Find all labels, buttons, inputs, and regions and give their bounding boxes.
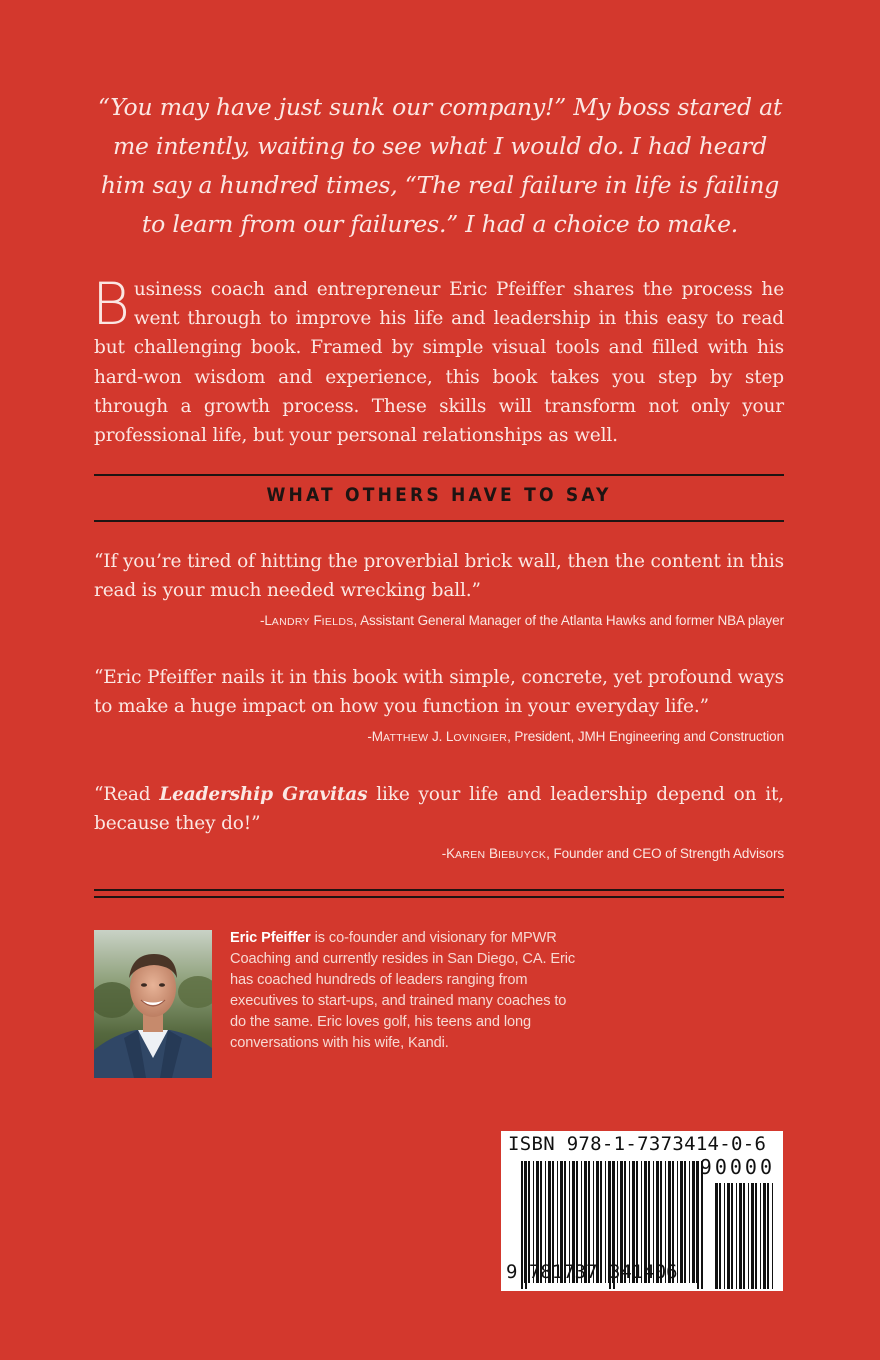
barcode-bar [727,1183,730,1289]
barcode-bar [763,1183,766,1289]
testimonial-attribution: -KAREN BIEBUYCK, Founder and CEO of Strength Advisors [441,846,784,861]
drop-cap: B [92,270,130,338]
barcode-bar [751,1183,754,1289]
isbn-barcode [501,1131,783,1291]
testimonial-quote: “Eric Pfeiffer nails it in this book with simple, concrete, yet profound ways to make a huge impact on how you function in your everyday life.” [94,667,784,717]
testimonial-attribution: -MATTHEW J. LOVINGIER, President, JMH Engineering and Construction [367,729,784,744]
author-rule-top [94,889,784,891]
barcode-bar [680,1161,683,1283]
description-text: usiness coach and entrepreneur Eric Pfeiffer shares the process he went through to improve his life and leadership in this easy to read but challenging book. Framed by simple visual tools and filled with his hard-won wisdom and experience, this book takes you step by step through a growth process. These skills will transform not only your professional life, but your personal relationships as well. [94,279,784,447]
testimonial-quote: “Read Leadership Gravitas like your life and leadership depend on it, because they do!” [94,784,784,834]
author-rule-bottom [94,896,784,898]
isbn-number: ISBN 978-1-7373414-0-6 [508,1133,767,1155]
ean-number: 9 781737 341406 [506,1261,678,1283]
barcode-bar [724,1183,725,1289]
author-name: Eric Pfeiffer [230,930,311,946]
testimonial-3 [94,780,784,861]
barcode-bar [689,1161,690,1283]
testimonial-2 [94,663,784,744]
barcode-bar [739,1183,742,1289]
barcode-bar [692,1161,695,1283]
testimonial-attribution: -LANDRY FIELDS, Assistant General Manager of the Atlanta Hawks and former NBA player [259,613,784,628]
barcode-guard-bar [697,1161,699,1289]
heading-rule-bottom [94,520,784,522]
barcode-bar [743,1183,745,1289]
barcode-bar [731,1183,733,1289]
barcode-bar [736,1183,737,1289]
barcode-bar [772,1183,773,1289]
author-bio [230,928,585,1054]
section-heading: WHAT OTHERS HAVE TO SAY [266,484,612,506]
book-description [92,270,784,450]
barcode-bar [684,1161,686,1283]
barcode-guard-bar [701,1161,703,1289]
book-title: Leadership Gravitas [159,784,368,805]
barcode-bar [755,1183,757,1289]
author-bio-text: is co-founder and visionary for MPWR Coaching and currently resides in San Diego, CA. Eric has coached hundreds of leaders ranging from executives to start-ups, and trained many coaches to do the same. Eric loves golf, his teens and long conversations with his wife, Kandi. [230,930,576,1051]
heading-rule-top [94,474,784,476]
barcode-bar [760,1183,761,1289]
barcode-bar [748,1183,749,1289]
lead-quote: “You may have just sunk our company!” My boss stared at me intently, waiting to see what I would do. I had heard him say a hundred times, “The real failure in life is failing to learn from our failures.” I had a choice to make. [97,93,783,238]
barcode-bar [715,1183,718,1289]
price-code: 90000 [699,1155,775,1179]
barcode-bar [719,1183,721,1289]
testimonial-quote: “If you’re tired of hitting the proverbial brick wall, then the content in this read is your much needed wrecking ball.” [94,551,784,601]
testimonial-1 [94,547,784,628]
barcode-bar [767,1183,769,1289]
author-portrait-icon [94,930,212,1078]
author-photo [94,930,212,1078]
